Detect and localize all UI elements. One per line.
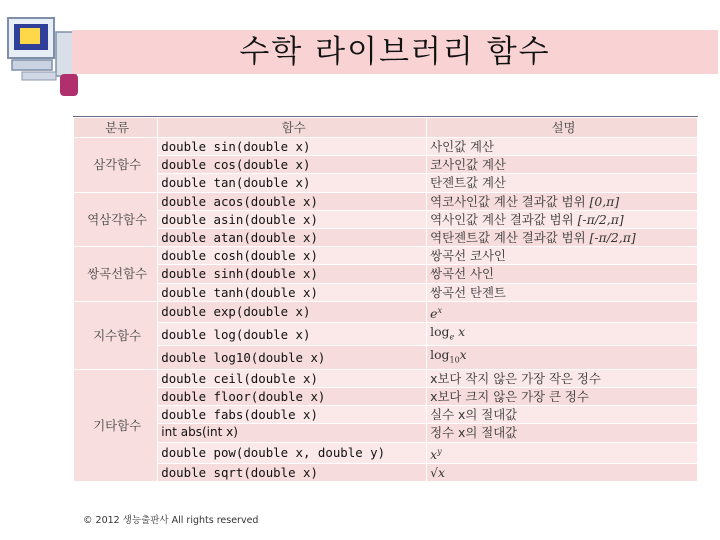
function-cell: double ceil(double x) [158, 369, 427, 387]
description-cell: x보다 크지 않은 가장 큰 정수 [427, 387, 698, 405]
function-cell: double floor(double x) [158, 387, 427, 405]
math-base: x [430, 446, 438, 462]
description-cell [427, 301, 698, 322]
math-base: log [430, 323, 450, 339]
category-inverse-trig: 역삼각함수 [74, 192, 158, 247]
description-cell [427, 346, 698, 369]
description-cell [427, 442, 698, 463]
table-row [74, 247, 698, 265]
description-cell [427, 322, 698, 345]
table-row [74, 301, 698, 322]
function-cell: double tan(double x) [158, 174, 427, 192]
function-cell: double pow(double x, double y) [158, 442, 427, 463]
table-row [74, 442, 698, 463]
description-cell: 탄젠트값 계산 [427, 174, 698, 192]
math-subscript: e [449, 332, 455, 342]
category-other: 기타함수 [74, 369, 158, 481]
function-cell: double exp(double x) [158, 301, 427, 322]
function-cell: int abs(int x) [158, 424, 427, 442]
slide-title: 수학 라이브러리 함수 [239, 34, 551, 70]
table-row [74, 210, 698, 228]
math-tail: x [459, 347, 467, 363]
description-cell: 쌍곡선 사인 [427, 265, 698, 283]
function-cell: double log10(double x) [158, 346, 427, 369]
function-cell: double log(double x) [158, 322, 427, 345]
description-cell: 정수 x의 절대값 [427, 424, 698, 442]
description-cell: 코사인값 계산 [427, 156, 698, 174]
description-cell [427, 228, 698, 246]
table-row [74, 265, 698, 283]
description-text: 역코사인값 계산 결과값 범위 [430, 193, 586, 209]
table-row [74, 228, 698, 246]
description-text: 역탄젠트값 계산 결과값 범위 [430, 230, 586, 246]
table-row [74, 156, 698, 174]
description-cell: √x [427, 463, 698, 481]
math-subscript: 10 [449, 355, 460, 365]
function-cell: double sqrt(double x) [158, 463, 427, 481]
table-row [74, 463, 698, 481]
description-text: 역사인값 계산 결과값 범위 [430, 211, 574, 227]
function-cell: double sin(double x) [158, 138, 427, 156]
math-functions-table [73, 117, 698, 482]
math-superscript: y [437, 446, 442, 456]
description-cell: 실수 x의 절대값 [427, 406, 698, 424]
range-math: [-π/2,π] [577, 211, 624, 227]
table-row [74, 283, 698, 301]
table-row [74, 406, 698, 424]
function-cell: double sinh(double x) [158, 265, 427, 283]
range-math: [0,π] [589, 193, 620, 209]
table-row [74, 174, 698, 192]
table-row [74, 387, 698, 405]
function-cell: double cosh(double x) [158, 247, 427, 265]
function-cell: double tanh(double x) [158, 283, 427, 301]
header-category: 분류 [74, 118, 158, 138]
function-cell: double cos(double x) [158, 156, 427, 174]
function-cell: double acos(double x) [158, 192, 427, 210]
description-cell: x보다 작지 않은 가장 작은 정수 [427, 369, 698, 387]
math-superscript: x [437, 305, 442, 315]
category-hyperbolic: 쌍곡선함수 [74, 247, 158, 302]
math-base: e [430, 305, 438, 321]
range-math: [-π/2,π] [589, 230, 636, 246]
description-cell: 쌍곡선 코사인 [427, 247, 698, 265]
function-cell: double atan(double x) [158, 228, 427, 246]
description-cell: 사인값 계산 [427, 138, 698, 156]
header-description: 설명 [427, 118, 698, 138]
table-row [74, 346, 698, 369]
category-trig: 삼각함수 [74, 138, 158, 193]
table-row [74, 424, 698, 442]
table-row [74, 369, 698, 387]
copyright-footer: © 2012 생능출판사 All rights reserved [83, 515, 259, 526]
computer-clipart [2, 12, 78, 96]
description-cell: 쌍곡선 탄젠트 [427, 283, 698, 301]
function-cell: double asin(double x) [158, 210, 427, 228]
table-row [74, 322, 698, 345]
table-header-row [74, 118, 698, 138]
math-tail: x [458, 323, 466, 339]
header-function: 함수 [158, 118, 427, 138]
description-cell [427, 210, 698, 228]
category-exponential: 지수함수 [74, 301, 158, 369]
table-row [74, 192, 698, 210]
math-base: log [430, 347, 450, 363]
table-row [74, 138, 698, 156]
function-cell: double fabs(double x) [158, 406, 427, 424]
description-cell [427, 192, 698, 210]
